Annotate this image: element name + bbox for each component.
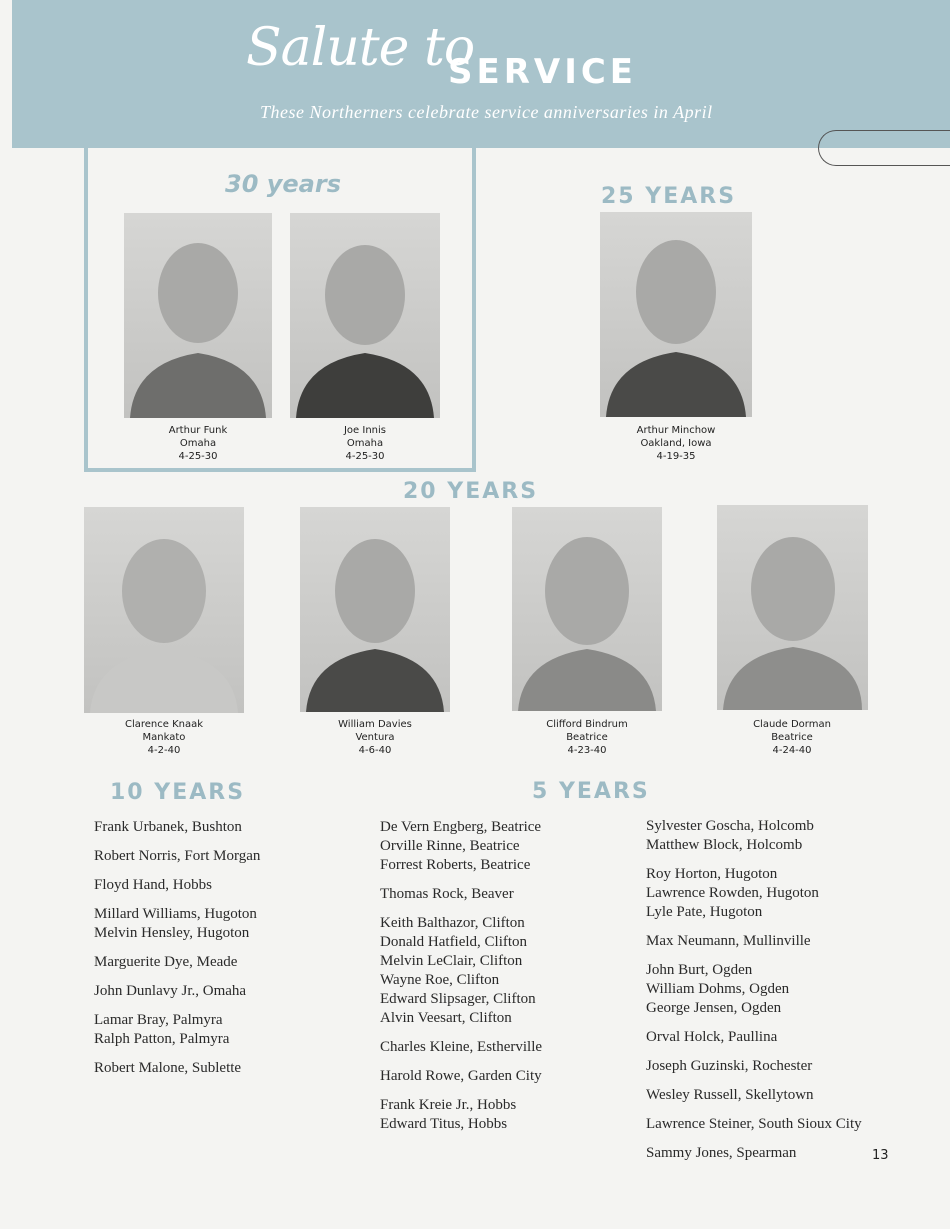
list-item: Robert Norris, Fort Morgan (94, 848, 261, 864)
list-group (94, 982, 260, 1001)
portrait-caption (295, 718, 455, 757)
list-group (94, 876, 260, 895)
list-group (646, 932, 862, 951)
five-years-list-column-1 (380, 818, 542, 1144)
ten-years-heading: 10 YEARS (110, 780, 246, 805)
list-group (380, 818, 542, 875)
list-item: Marguerite Dye, Meade (94, 954, 238, 970)
list-group (380, 885, 542, 904)
page-tab-mark (818, 130, 950, 166)
person-town: Omaha (179, 438, 217, 449)
list-group (94, 818, 260, 837)
title-script: Salute to (246, 18, 475, 78)
list-item: Floyd Hand, Hobbs (94, 877, 212, 893)
portrait-photo (717, 505, 868, 710)
list-item: Orville Rinne, Beatrice (380, 838, 520, 854)
list-item: Forrest Roberts, Beatrice (380, 857, 531, 873)
list-item: Alvin Veesart, Clifton (380, 1010, 512, 1026)
list-item: John Burt, Ogden (646, 962, 753, 978)
header-subtitle: These Northerners celebrate service anniversaries in April (260, 102, 713, 122)
portrait-caption (84, 718, 244, 757)
list-item: Sammy Jones, Spearman (646, 1145, 797, 1161)
person-name: Joe Innis (343, 425, 386, 436)
list-item: George Jensen, Ogden (646, 1000, 782, 1016)
list-item: Melvin LeClair, Clifton (380, 953, 523, 969)
list-item: Donald Hatfield, Clifton (380, 934, 528, 950)
person-date: 4-19-35 (656, 451, 696, 462)
person-date: 4-25-30 (178, 451, 218, 462)
list-item: Edward Slipsager, Clifton (380, 991, 536, 1007)
person-town: Oakland, Iowa (640, 438, 712, 449)
list-item: Ralph Patton, Palmyra (94, 1031, 230, 1047)
list-group (94, 905, 260, 943)
list-item: Wesley Russell, Skellytown (646, 1087, 814, 1103)
list-item: Sylvester Goscha, Holcomb (646, 818, 814, 834)
person-name: William Davies (338, 719, 412, 730)
list-group (94, 1059, 260, 1078)
portrait-caption (285, 424, 445, 463)
list-item: Matthew Block, Holcomb (646, 837, 803, 853)
person-date: 4-24-40 (772, 745, 812, 756)
portrait-photo (600, 212, 752, 417)
person-date: 4-2-40 (147, 745, 181, 756)
list-group (646, 1115, 862, 1134)
portrait-caption (507, 718, 667, 757)
thirty-years-heading: 30 years (225, 170, 341, 198)
twentyfive-years-heading: 25 YEARS (601, 184, 737, 209)
portrait-caption (596, 424, 756, 463)
portrait-photo (512, 507, 662, 711)
person-date: 4-23-40 (567, 745, 607, 756)
list-item: Thomas Rock, Beaver (380, 886, 514, 902)
list-item: Wayne Roe, Clifton (380, 972, 500, 988)
list-item: William Dohms, Ogden (646, 981, 790, 997)
person-town: Mankato (142, 732, 186, 743)
person-date: 4-6-40 (358, 745, 392, 756)
person-name: Arthur Minchow (636, 425, 716, 436)
twenty-years-heading: 20 YEARS (403, 479, 539, 504)
list-item: Lawrence Rowden, Hugoton (646, 885, 819, 901)
portrait-photo (290, 213, 440, 418)
list-item: Frank Kreie Jr., Hobbs (380, 1097, 517, 1113)
list-group (94, 953, 260, 972)
list-group (646, 817, 862, 855)
list-group (380, 1038, 542, 1057)
list-group (646, 1144, 862, 1163)
ten-years-list (94, 818, 260, 1088)
portrait-photo (300, 507, 450, 712)
person-town: Beatrice (566, 732, 608, 743)
list-group (646, 1028, 862, 1047)
list-item: Frank Urbanek, Bushton (94, 819, 242, 835)
list-item: Joseph Guzinski, Rochester (646, 1058, 813, 1074)
list-item: Orval Holck, Paullina (646, 1029, 778, 1045)
person-name: Clarence Knaak (124, 719, 204, 730)
list-item: Max Neumann, Mullinville (646, 933, 811, 949)
person-name: Clifford Bindrum (546, 719, 628, 730)
five-years-heading: 5 YEARS (532, 779, 650, 804)
list-item: Millard Williams, Hugoton (94, 906, 257, 922)
five-years-list-column-2 (646, 817, 862, 1173)
list-item: Keith Balthazor, Clifton (380, 915, 525, 931)
list-item: Edward Titus, Hobbs (380, 1116, 508, 1132)
list-group (646, 865, 862, 922)
list-item: Lyle Pate, Hugoton (646, 904, 763, 920)
list-item: Robert Malone, Sublette (94, 1060, 242, 1076)
list-item: Harold Rowe, Garden City (380, 1068, 542, 1084)
person-town: Omaha (346, 438, 384, 449)
list-item: John Dunlavy Jr., Omaha (94, 983, 247, 999)
portrait-caption (712, 718, 872, 757)
title-block: SERVICE (448, 52, 638, 92)
portrait-photo (84, 507, 244, 713)
page-number: 13 (872, 1148, 889, 1163)
list-item: Roy Horton, Hugoton (646, 866, 778, 882)
list-group (94, 847, 260, 866)
list-group (94, 1011, 260, 1049)
person-town: Ventura (355, 732, 395, 743)
person-date: 4-25-30 (345, 451, 385, 462)
portrait-caption (118, 424, 278, 463)
list-item: Lawrence Steiner, South Sioux City (646, 1116, 862, 1132)
list-group (380, 1067, 542, 1086)
list-item: Melvin Hensley, Hugoton (94, 925, 250, 941)
list-group (646, 961, 862, 1018)
list-group (646, 1057, 862, 1076)
person-town: Beatrice (771, 732, 813, 743)
list-group (380, 914, 542, 1028)
person-name: Arthur Funk (168, 425, 228, 436)
list-group (646, 1086, 862, 1105)
list-item: De Vern Engberg, Beatrice (380, 819, 542, 835)
list-item: Charles Kleine, Estherville (380, 1039, 543, 1055)
list-group (380, 1096, 542, 1134)
portrait-photo (124, 213, 272, 418)
list-item: Lamar Bray, Palmyra (94, 1012, 223, 1028)
person-name: Claude Dorman (753, 719, 831, 730)
